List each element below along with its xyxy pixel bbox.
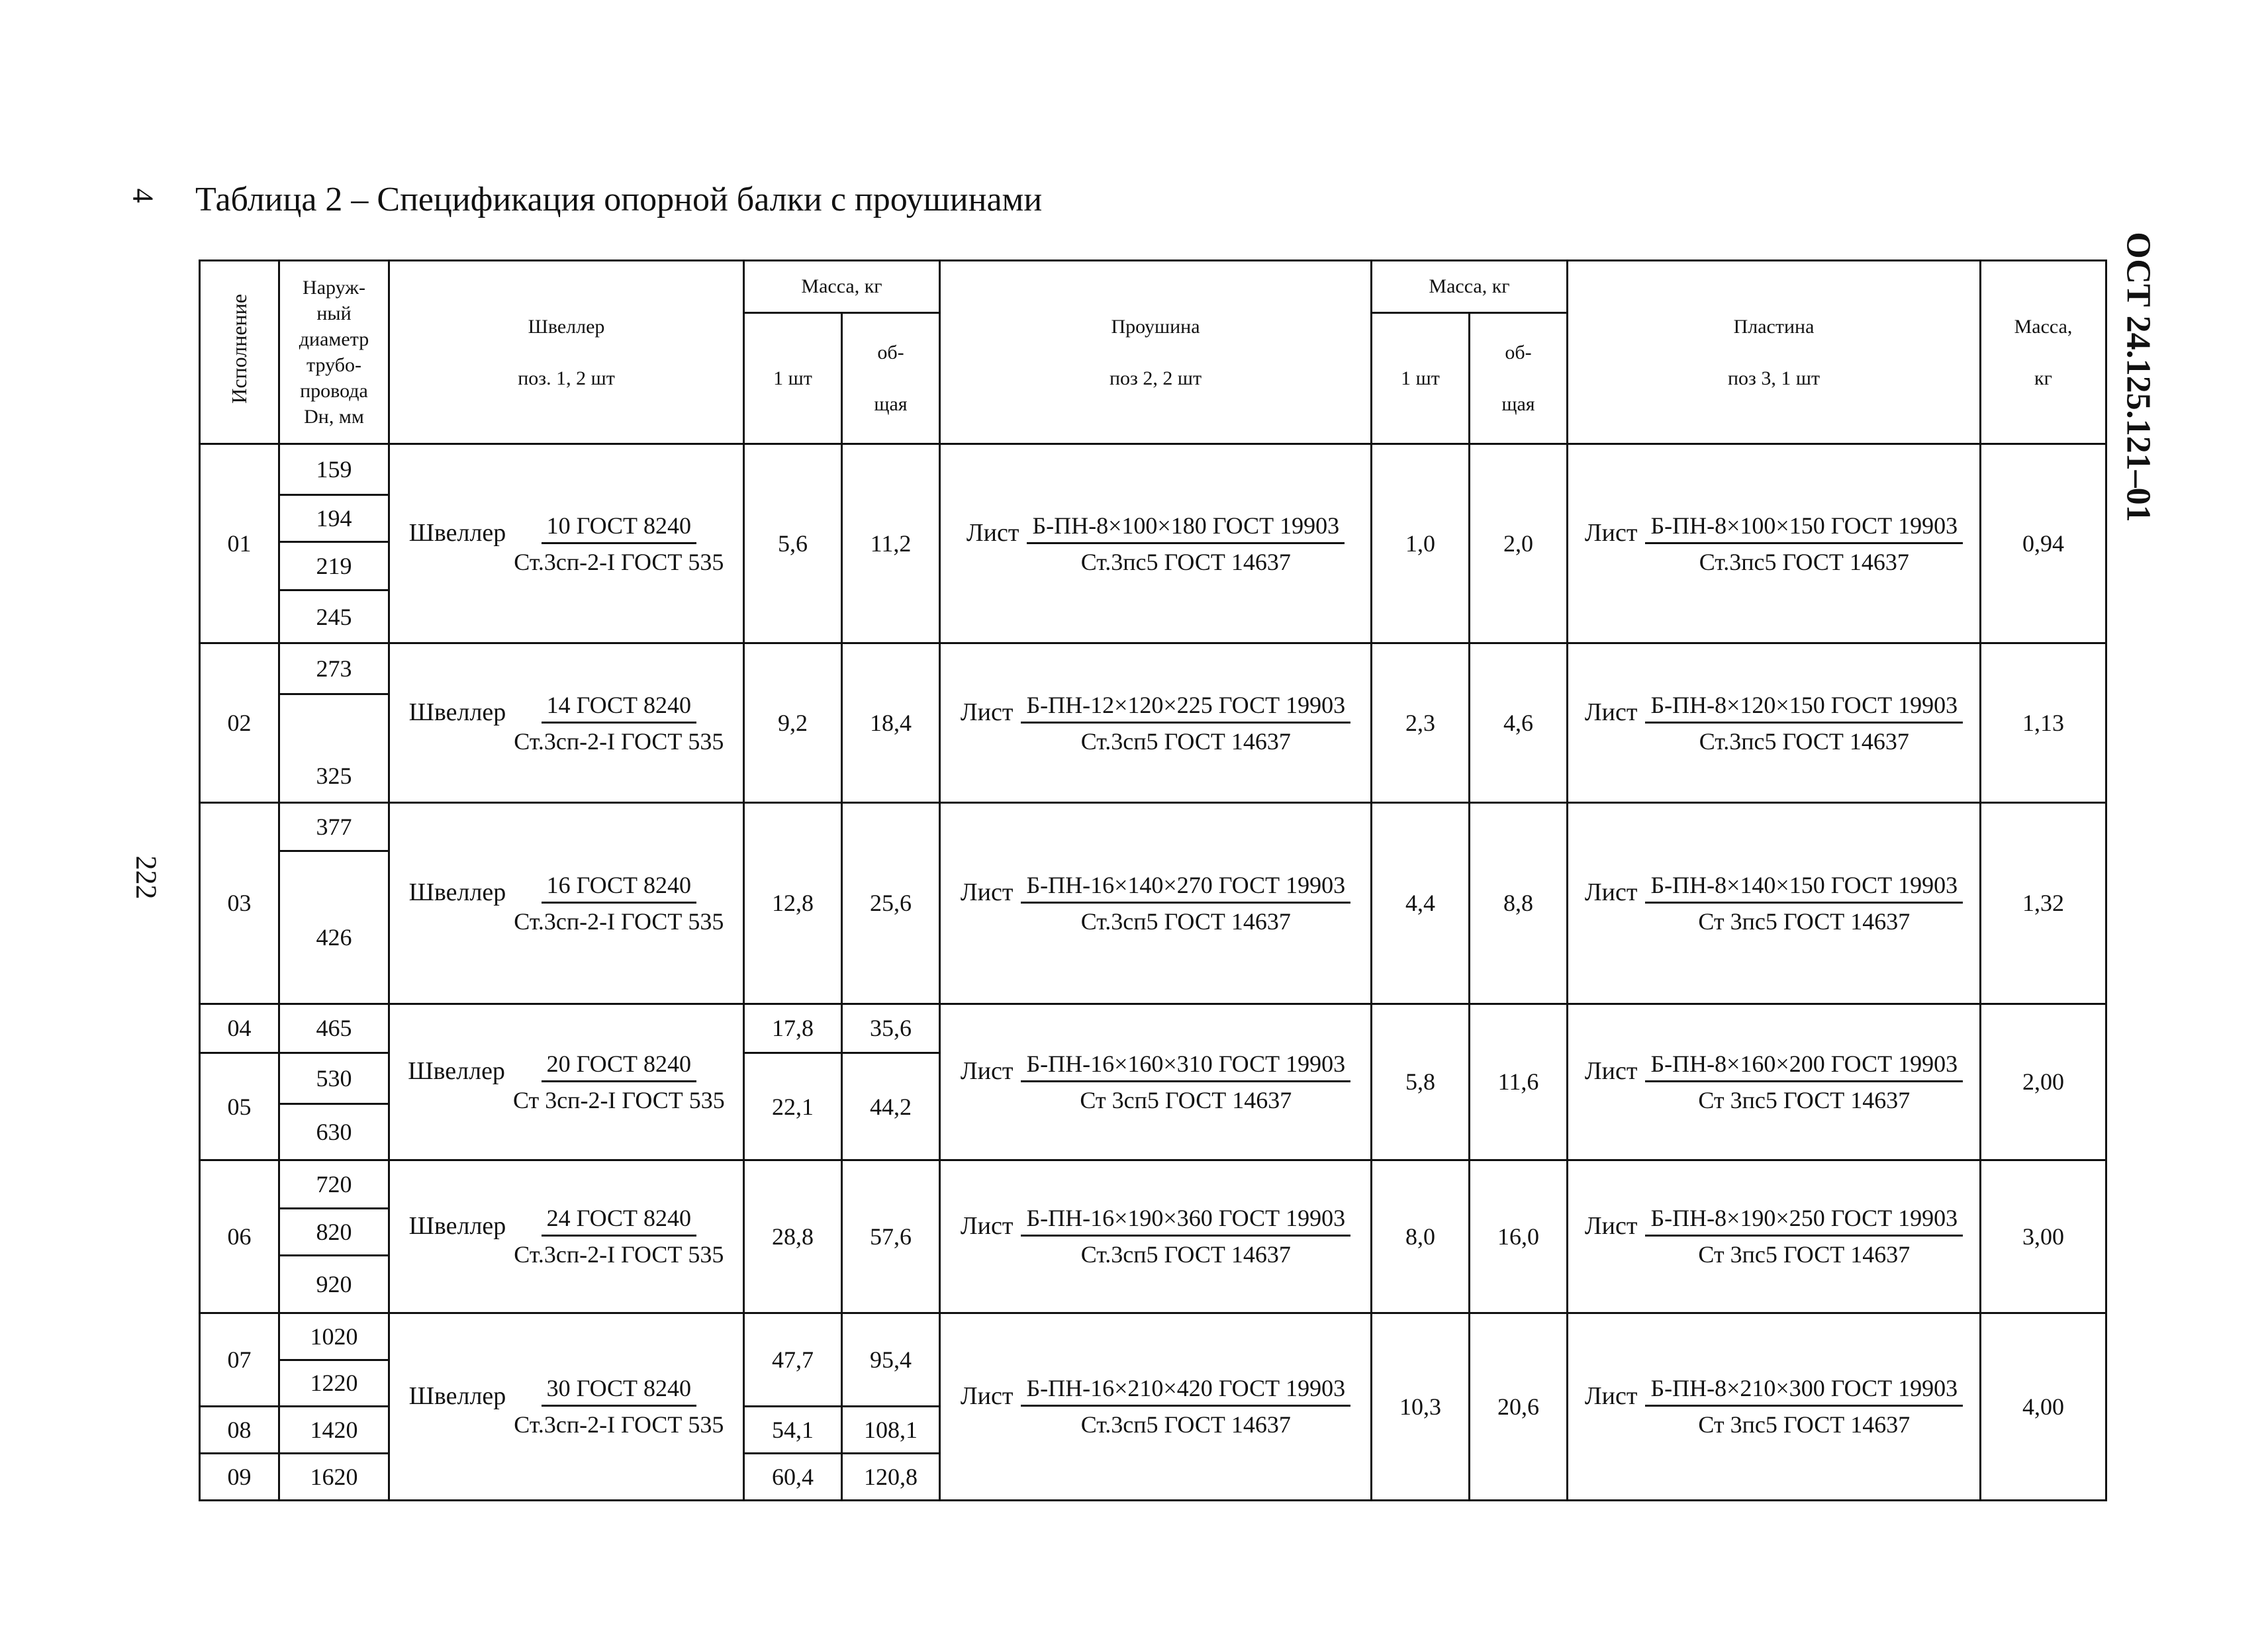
header-ispolnenie: Исполнение <box>200 261 279 444</box>
side-page-number: 222 <box>130 855 163 900</box>
mass-total-cell: 18,4 <box>842 643 940 803</box>
mass-one-cell: 54,1 <box>744 1407 842 1454</box>
header-shveller: Швеллер поз. 1, 2 шт <box>389 261 744 444</box>
mass-total-cell: 35,6 <box>842 1004 940 1053</box>
diameter-cell: 194 <box>279 494 389 541</box>
mass-one-cell: 28,8 <box>744 1160 842 1313</box>
mass-total-cell: 25,6 <box>842 803 940 1004</box>
plastina-mass-cell: 3,00 <box>1981 1160 2106 1313</box>
proushina-mass-total-cell: 20,6 <box>1470 1313 1568 1500</box>
plastina-cell: Лист $\frac{\text{Б-ПН-8×160×200 ГОСТ 19903}}{\text{Ст 3пс5 ГОСТ 14637}}$ <box>1568 1004 1981 1160</box>
proushina-mass-one-cell: 5,8 <box>1372 1004 1470 1160</box>
mass-one-cell: 12,8 <box>744 803 842 1004</box>
diameter-cell: 630 <box>279 1104 389 1160</box>
diameter-cell: 530 <box>279 1053 389 1104</box>
diameter-cell: 1020 <box>279 1313 389 1360</box>
proushina-mass-total-cell: 16,0 <box>1470 1160 1568 1313</box>
diameter-cell: 720 <box>279 1160 389 1209</box>
proushina-mass-one-cell: 2,3 <box>1372 643 1470 803</box>
plastina-cell: Лист $\frac{\text{Б-ПН-8×210×300 ГОСТ 19903}}{\text{Ст 3пс5 ГОСТ 14637}}$ <box>1568 1313 1981 1500</box>
isp-cell: 05 <box>200 1053 279 1160</box>
proushina-cell: Лист $\frac{\text{Б-ПН-12×120×225 ГОСТ 19903}}{\text{Ст.3сп5 ГОСТ 14637}}$ <box>940 643 1372 803</box>
plastina-mass-cell: 2,00 <box>1981 1004 2106 1160</box>
proushina-mass-total-cell: 2,0 <box>1470 444 1568 643</box>
plastina-mass-cell: 1,13 <box>1981 643 2106 803</box>
diameter-cell: 920 <box>279 1255 389 1313</box>
header-one-pc-2: 1 шт <box>1372 312 1470 444</box>
table-row <box>200 643 2106 694</box>
header-total-2: об- щая <box>1470 312 1568 444</box>
diameter-cell: 377 <box>279 803 389 851</box>
proushina-cell: Лист $\frac{\text{Б-ПН-16×210×420 ГОСТ 19903}}{\text{Ст.3сп5 ГОСТ 14637}}$ <box>940 1313 1372 1500</box>
diameter-cell: 219 <box>279 541 389 590</box>
proushina-mass-one-cell: 10,3 <box>1372 1313 1470 1500</box>
proushina-mass-one-cell: 4,4 <box>1372 803 1470 1004</box>
table-row <box>200 444 2106 495</box>
mass-one-cell: 47,7 <box>744 1313 842 1407</box>
table-row <box>200 803 2106 851</box>
mass-total-cell: 120,8 <box>842 1454 940 1501</box>
isp-cell: 03 <box>200 803 279 1004</box>
mass-one-cell: 17,8 <box>744 1004 842 1053</box>
proushina-cell: Лист $\frac{\text{Б-ПН-8×100×180 ГОСТ 19903}}{\text{Ст.3пс5 ГОСТ 14637}}$ <box>940 444 1372 643</box>
proushina-mass-total-cell: 8,8 <box>1470 803 1568 1004</box>
plastina-mass-cell: 4,00 <box>1981 1313 2106 1500</box>
plastina-cell: Лист $\frac{\text{Б-ПН-8×100×150 ГОСТ 19903}}{\text{Ст.3пс5 ГОСТ 14637}}$ <box>1568 444 1981 643</box>
mass-total-cell: 95,4 <box>842 1313 940 1407</box>
header-diameter: Наруж- ный диаметр трубо- провода Dн, мм <box>279 261 389 444</box>
proushina-mass-total-cell: 4,6 <box>1470 643 1568 803</box>
mass-total-cell: 11,2 <box>842 444 940 643</box>
diameter-cell: 465 <box>279 1004 389 1053</box>
mass-one-cell: 5,6 <box>744 444 842 643</box>
shveller-cell: Швеллер $\frac{\text{16 ГОСТ 8240}}{\text{Ст.3сп-2-I ГОСТ 535}}$ <box>389 803 744 1004</box>
shveller-cell: Швеллер $\frac{\text{14 ГОСТ 8240}}{\text{Ст.3сп-2-I ГОСТ 535}}$ <box>389 643 744 803</box>
header-proushina: Проушина поз 2, 2 шт <box>940 261 1372 444</box>
table-row <box>200 1004 2106 1053</box>
header-total-1: об- щая <box>842 312 940 444</box>
proushina-cell: Лист $\frac{\text{Б-ПН-16×190×360 ГОСТ 19903}}{\text{Ст.3сп5 ГОСТ 14637}}$ <box>940 1160 1372 1313</box>
diameter-cell: 325 <box>279 694 389 803</box>
proushina-cell: Лист $\frac{\text{Б-ПН-16×140×270 ГОСТ 19903}}{\text{Ст.3сп5 ГОСТ 14637}}$ <box>940 803 1372 1004</box>
mass-total-cell: 44,2 <box>842 1053 940 1160</box>
isp-cell: 06 <box>200 1160 279 1313</box>
table-title: Таблица 2 – Спецификация опорной балки с проушинами <box>195 181 1043 218</box>
mass-total-cell: 108,1 <box>842 1407 940 1454</box>
shveller-cell: Швеллер $\frac{\text{20 ГОСТ 8240}}{\text{Ст 3сп-2-I ГОСТ 535}}$ <box>389 1004 744 1160</box>
mass-one-cell: 9,2 <box>744 643 842 803</box>
shveller-cell: Швеллер $\frac{\text{24 ГОСТ 8240}}{\text{Ст.3сп-2-I ГОСТ 535}}$ <box>389 1160 744 1313</box>
isp-cell: 02 <box>200 643 279 803</box>
plastina-cell: Лист $\frac{\text{Б-ПН-8×140×150 ГОСТ 19903}}{\text{Ст 3пс5 ГОСТ 14637}}$ <box>1568 803 1981 1004</box>
shveller-cell: Швеллер $\frac{\text{10 ГОСТ 8240}}{\text{Ст.3сп-2-I ГОСТ 535}}$ <box>389 444 744 643</box>
mass-total-cell: 57,6 <box>842 1160 940 1313</box>
plastina-mass-cell: 1,32 <box>1981 803 2106 1004</box>
mass-one-cell: 22,1 <box>744 1053 842 1160</box>
shveller-cell: Швеллер $\frac{\text{30 ГОСТ 8240}}{\text{Ст.3сп-2-I ГОСТ 535}}$ <box>389 1313 744 1500</box>
diameter-cell: 1420 <box>279 1407 389 1454</box>
header-one-pc-1: 1 шт <box>744 312 842 444</box>
table-row <box>200 1313 2106 1360</box>
isp-cell: 08 <box>200 1407 279 1454</box>
isp-cell: 01 <box>200 444 279 643</box>
diameter-cell: 245 <box>279 590 389 643</box>
proushina-mass-one-cell: 1,0 <box>1372 444 1470 643</box>
diameter-cell: 273 <box>279 643 389 694</box>
plastina-cell: Лист $\frac{\text{Б-ПН-8×190×250 ГОСТ 19903}}{\text{Ст 3пс5 ГОСТ 14637}}$ <box>1568 1160 1981 1313</box>
isp-cell: 07 <box>200 1313 279 1407</box>
proushina-mass-total-cell: 11,6 <box>1470 1004 1568 1160</box>
page-number: 4 <box>126 188 160 203</box>
header-massa-1: Масса, кг <box>744 261 940 313</box>
document-code: ОСТ 24.125.121–01 <box>2119 232 2157 522</box>
plastina-mass-cell: 0,94 <box>1981 444 2106 643</box>
diameter-cell: 820 <box>279 1208 389 1255</box>
table-row <box>200 1160 2106 1209</box>
mass-one-cell: 60,4 <box>744 1454 842 1501</box>
diameter-cell: 426 <box>279 851 389 1004</box>
diameter-cell: 1220 <box>279 1360 389 1407</box>
specification-table <box>199 259 2107 1501</box>
isp-cell: 04 <box>200 1004 279 1053</box>
diameter-cell: 159 <box>279 444 389 495</box>
diameter-cell: 1620 <box>279 1454 389 1501</box>
isp-cell: 09 <box>200 1454 279 1501</box>
header-massa-2: Масса, кг <box>1372 261 1568 313</box>
proushina-mass-one-cell: 8,0 <box>1372 1160 1470 1313</box>
header-massa-last: Масса, кг <box>1981 261 2106 444</box>
header-plastina: Пластина поз 3, 1 шт <box>1568 261 1981 444</box>
proushina-cell: Лист $\frac{\text{Б-ПН-16×160×310 ГОСТ 19903}}{\text{Ст 3сп5 ГОСТ 14637}}$ <box>940 1004 1372 1160</box>
plastina-cell: Лист $\frac{\text{Б-ПН-8×120×150 ГОСТ 19903}}{\text{Ст.3пс5 ГОСТ 14637}}$ <box>1568 643 1981 803</box>
